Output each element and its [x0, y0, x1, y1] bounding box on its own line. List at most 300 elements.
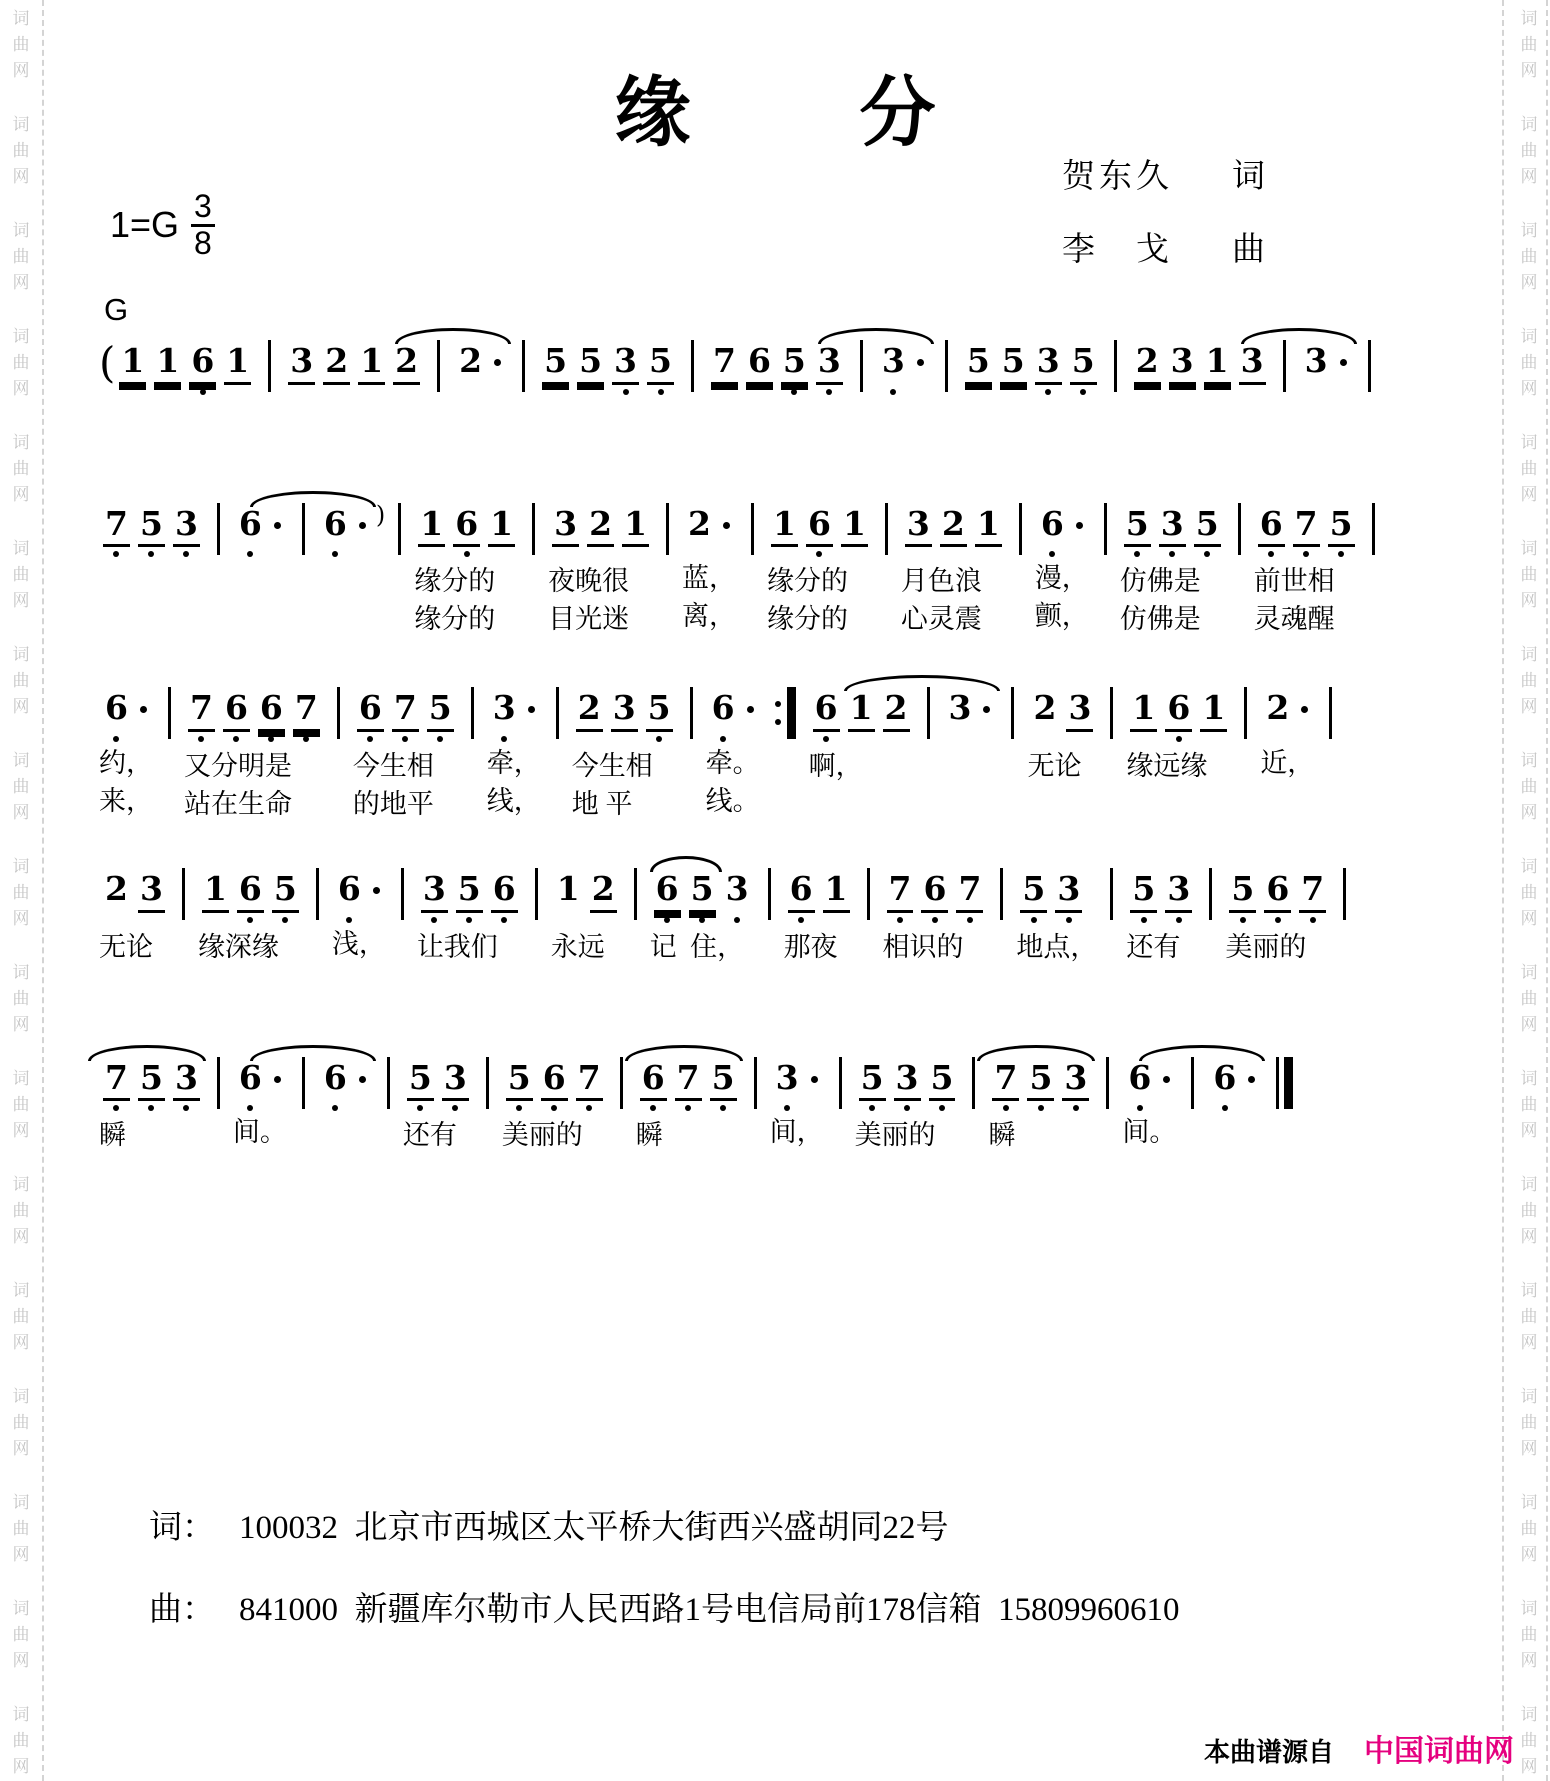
note: 5	[456, 872, 483, 929]
lyric-syllables: 记 住，	[649, 931, 745, 962]
barline	[839, 1057, 842, 1109]
watermark-text: 词 曲 网	[12, 9, 30, 80]
note: 6	[746, 344, 773, 401]
lyric-syllables: 线，	[486, 785, 541, 816]
barline	[337, 687, 340, 739]
barline	[1209, 868, 1212, 920]
measure	[707, 322, 847, 401]
low-octave-dot	[346, 917, 352, 923]
lyric-syllables: 月色浪	[900, 566, 982, 597]
lyric-syllables: 美丽的	[1225, 931, 1307, 962]
low-octave-dot	[198, 736, 204, 742]
note: 1	[841, 507, 868, 564]
low-octave-dot	[826, 389, 832, 395]
lyric-syllables: 近，	[1260, 747, 1315, 778]
measure	[99, 1039, 204, 1156]
measure	[682, 485, 738, 637]
low-octave-dot	[247, 1105, 253, 1111]
note: 6	[806, 507, 833, 564]
note: 6	[654, 872, 681, 929]
note: 1	[1204, 344, 1231, 401]
watermark-text: 词 曲 网	[12, 1493, 30, 1564]
music-line	[92, 485, 1353, 640]
augmentation-dot	[1163, 1076, 1170, 1083]
lyric-syllables: 仿佛是	[1119, 566, 1201, 597]
note: 6	[258, 691, 285, 748]
note: 5	[1328, 507, 1355, 564]
measure	[636, 1039, 741, 1156]
augmentation-dot	[1248, 1076, 1255, 1083]
note: 7	[992, 1061, 1019, 1118]
watermark-text: 词 曲 网	[12, 115, 30, 186]
measure	[551, 850, 621, 967]
note: 6	[237, 1061, 285, 1115]
note: 3	[1159, 507, 1186, 564]
key-signature	[110, 190, 215, 260]
lyric-syllables: 美丽的	[854, 1120, 936, 1151]
lyric-syllables: 让我们	[416, 931, 498, 962]
footer-site-link[interactable]: 中国词曲网	[1364, 1735, 1514, 1768]
low-octave-dot	[1049, 551, 1055, 557]
augmentation-dot	[1340, 359, 1347, 366]
note: 6	[788, 872, 815, 929]
lyric-syllables: 瞬	[99, 1120, 126, 1151]
lyric-syllables: 无论	[99, 931, 153, 962]
note: 6	[189, 344, 216, 401]
note: 6	[223, 691, 250, 748]
low-octave-dot	[516, 1105, 522, 1111]
note: 2	[323, 344, 350, 401]
lyric-syllables: 缘分的	[767, 604, 848, 635]
note: 6	[453, 507, 480, 564]
tie-arc	[650, 856, 722, 872]
time-signature	[191, 190, 215, 260]
note: 3	[816, 344, 843, 401]
low-octave-dot	[452, 1105, 458, 1111]
barline	[556, 687, 559, 739]
low-octave-dot	[1338, 551, 1344, 557]
note: 3	[1055, 872, 1082, 929]
lyric-syllables: 夜晚很	[548, 566, 630, 597]
low-octave-dot	[586, 1105, 592, 1111]
low-octave-dot	[332, 1105, 338, 1111]
note: 5	[689, 872, 716, 929]
note: 6	[103, 691, 151, 745]
lyric-syllables: 的地平	[352, 788, 434, 819]
barline	[885, 503, 888, 555]
low-octave-dot	[650, 1105, 656, 1111]
watermark-text: 词 曲 网	[12, 221, 30, 292]
barline	[1368, 340, 1371, 392]
note: 6	[710, 691, 758, 745]
song-title	[0, 52, 1550, 161]
chord-label: G	[104, 292, 129, 327]
watermark-text: 词 曲 网	[12, 645, 30, 716]
left-dashed-rule	[42, 0, 44, 1781]
note: 2	[457, 344, 505, 398]
note: 6	[491, 872, 518, 929]
watermark-text: 词 曲 网	[1520, 645, 1538, 716]
measure	[548, 485, 653, 640]
note: 3	[611, 691, 638, 748]
low-octave-dot	[1176, 917, 1182, 923]
note: 5	[1070, 344, 1097, 401]
final-barline	[1276, 1057, 1293, 1109]
watermark-text: 词 曲 网	[12, 1175, 30, 1246]
lyric-syllables: 今生相	[571, 750, 653, 781]
augmentation-dot	[528, 706, 535, 713]
note: 3	[612, 344, 639, 401]
note: 2	[105, 868, 128, 908]
barline	[302, 503, 305, 555]
note: 3	[894, 1061, 921, 1118]
note: 5	[407, 1061, 434, 1118]
low-octave-dot	[247, 917, 253, 923]
barline	[316, 868, 319, 920]
low-octave-dot	[932, 917, 938, 923]
note: 5	[577, 344, 604, 401]
footer-prefix: 本曲谱源自	[1203, 1737, 1334, 1767]
note: 5	[1130, 872, 1157, 929]
low-octave-dot	[113, 1105, 119, 1111]
augmentation-dot	[1301, 706, 1308, 713]
note: 6	[336, 872, 384, 926]
barline	[168, 687, 171, 739]
note: 6	[1165, 691, 1192, 748]
lyricist-contact-label: 词：	[149, 1510, 215, 1546]
watermark-text: 词 曲 网	[1520, 115, 1538, 186]
measure	[1120, 485, 1225, 640]
measure	[184, 669, 324, 824]
note: 3	[724, 872, 751, 926]
music-line	[92, 322, 1342, 401]
note: 3	[173, 1061, 200, 1118]
measure	[883, 850, 988, 967]
note: 3	[1239, 344, 1266, 401]
note: 7	[711, 344, 738, 401]
note: 1	[358, 344, 385, 401]
augmentation-dot	[983, 706, 990, 713]
low-octave-dot	[148, 1105, 154, 1111]
music-systems	[92, 322, 1353, 1155]
measure	[650, 850, 755, 967]
measure	[784, 850, 854, 967]
lyricist-role: 词	[1232, 159, 1265, 195]
lyric-syllables: 缘远缘	[1126, 750, 1208, 781]
note: 7	[392, 691, 419, 748]
note: 5	[506, 1061, 533, 1118]
lyricist-contact-text: 100032 北京市西城区太平桥大街西兴盛胡同22号	[239, 1510, 949, 1546]
low-octave-dot	[303, 736, 309, 742]
barline	[1372, 503, 1375, 555]
low-octave-dot	[367, 736, 373, 742]
watermark-text: 词 曲 网	[12, 327, 30, 398]
lyric-syllables	[809, 786, 914, 824]
augmentation-dot	[274, 1076, 281, 1083]
watermark-text: 词 曲 网	[1520, 963, 1538, 1034]
low-octave-dot	[1045, 389, 1051, 395]
lyric-syllables: 牵，	[486, 747, 541, 778]
note: 6	[322, 507, 370, 561]
measure	[1260, 669, 1316, 821]
barline	[1000, 868, 1003, 920]
low-octave-dot	[1275, 917, 1281, 923]
note: 7	[576, 1061, 603, 1118]
note: 5	[1124, 507, 1151, 564]
measure	[99, 322, 255, 401]
note: 3	[774, 1061, 822, 1115]
note: 5	[929, 1061, 956, 1118]
note: 6	[237, 872, 264, 929]
low-octave-dot	[1310, 917, 1316, 923]
low-octave-dot	[1240, 917, 1246, 923]
low-octave-dot	[1038, 1105, 1044, 1111]
barline	[867, 868, 870, 920]
measure	[770, 1039, 826, 1153]
note: 3	[947, 691, 995, 745]
note: 5	[542, 344, 569, 401]
watermark-text: 词 曲 网	[1520, 1281, 1538, 1352]
lyric-syllables	[99, 601, 204, 639]
low-octave-dot	[464, 551, 470, 557]
note: 5	[1229, 872, 1256, 929]
note: 2	[940, 507, 967, 564]
watermark-left	[6, 6, 36, 1781]
low-octave-dot	[1003, 1105, 1009, 1111]
low-octave-dot	[1134, 551, 1140, 557]
measure	[1126, 850, 1196, 967]
low-octave-dot	[734, 917, 740, 923]
note: 1	[224, 344, 251, 401]
lyric-syllables: 颤，	[1034, 601, 1089, 632]
barline	[927, 687, 930, 739]
lyric-syllables	[1126, 786, 1231, 824]
barline	[972, 1057, 975, 1109]
augmentation-dot	[494, 359, 501, 366]
lyric-syllables: 牵。	[705, 747, 760, 778]
low-octave-dot	[268, 736, 274, 742]
low-octave-dot	[1169, 551, 1175, 557]
measure	[876, 322, 932, 398]
tie-arc	[977, 1045, 1095, 1061]
note: 6	[322, 1061, 370, 1115]
barline	[1104, 503, 1107, 555]
measure	[1130, 322, 1270, 401]
lyricist-name: 贺东久	[1062, 159, 1173, 195]
low-octave-dot	[823, 736, 829, 742]
measure	[1035, 485, 1091, 637]
note: 3	[138, 872, 165, 929]
note: 7	[887, 872, 914, 929]
lyric-syllables: 美丽的	[501, 1120, 583, 1151]
note: 3	[552, 507, 579, 564]
barline	[1110, 868, 1113, 920]
barline	[1114, 340, 1117, 392]
barline	[387, 1057, 390, 1109]
watermark-text: 词 曲 网	[1520, 1599, 1538, 1670]
note: 2	[576, 691, 603, 748]
lyric-syllables: 线。	[705, 785, 760, 816]
barline	[217, 503, 220, 555]
low-octave-dot	[784, 1105, 790, 1111]
note: 2	[1134, 344, 1161, 401]
watermark-text: 词 曲 网	[1520, 1387, 1538, 1458]
barline	[691, 340, 694, 392]
barline	[437, 340, 440, 392]
low-octave-dot	[233, 736, 239, 742]
low-octave-dot	[501, 917, 507, 923]
augmentation-dot	[373, 887, 380, 894]
lyric-syllables: 间，	[769, 1117, 824, 1148]
barline	[1191, 1057, 1194, 1109]
composer-contact-label: 曲：	[149, 1592, 215, 1628]
note: 5	[1000, 344, 1027, 401]
lyric-syllables	[1207, 1114, 1263, 1152]
low-octave-dot	[720, 1105, 726, 1111]
low-octave-dot	[1141, 917, 1147, 923]
note: 3	[880, 344, 928, 398]
lyric-syllables: 还有	[402, 1120, 457, 1151]
note: 6	[357, 691, 384, 748]
composer-contact-line	[116, 1546, 1180, 1667]
lyric-syllables	[943, 745, 999, 783]
measure	[1016, 850, 1097, 967]
lyric-syllables: 缘分的	[414, 566, 496, 597]
measure	[414, 485, 519, 640]
measure	[767, 485, 872, 640]
measure	[901, 485, 1006, 640]
low-octave-dot	[656, 736, 662, 742]
lyric-syllables: 离，	[682, 601, 737, 632]
measure	[487, 669, 543, 821]
low-octave-dot	[200, 389, 206, 395]
source-footer	[1204, 1726, 1514, 1770]
watermark-text: 词 曲 网	[12, 1281, 30, 1352]
lyric-syllables: 缘分的	[414, 604, 496, 635]
lyric-syllables	[1027, 786, 1097, 824]
note: 3	[288, 344, 315, 401]
low-octave-dot	[1204, 551, 1210, 557]
watermark-text: 词 曲 网	[1520, 1175, 1538, 1246]
note: 7	[188, 691, 215, 748]
low-octave-dot	[798, 917, 804, 923]
lyric-syllables: 灵魂醒	[1253, 604, 1335, 635]
note: 7	[293, 691, 320, 748]
barline	[1329, 687, 1332, 739]
low-octave-dot	[1268, 551, 1274, 557]
measure	[706, 669, 762, 821]
augmentation-dot	[1076, 522, 1083, 529]
barline	[768, 868, 771, 920]
watermark-text: 词 曲 网	[1520, 1705, 1538, 1776]
note: 3	[1169, 344, 1196, 401]
note: 5	[138, 507, 165, 564]
barline	[1106, 1057, 1109, 1109]
music-line	[92, 1039, 1342, 1156]
barline	[1283, 340, 1286, 392]
measure	[943, 669, 999, 821]
lyricist-credit	[1062, 150, 1265, 197]
lyric-syllables: 站在生命	[183, 788, 292, 819]
lyric-syllables: 蓝，	[682, 563, 737, 594]
lyric-syllables: 间。	[232, 1117, 287, 1148]
lyric-syllables: 漫，	[1034, 563, 1089, 594]
watermark-text: 词 曲 网	[12, 1069, 30, 1140]
note: 5	[646, 691, 673, 748]
watermark-text: 词 曲 网	[12, 857, 30, 928]
note: 1	[1200, 691, 1227, 748]
lyric-syllables: 缘深缘	[197, 931, 279, 962]
augmentation-dot	[811, 1076, 818, 1083]
measure	[809, 669, 914, 824]
note: 5	[138, 1061, 165, 1118]
lyric-syllables: 啊，	[808, 750, 863, 781]
barline	[754, 1057, 757, 1109]
watermark-text: 词 曲 网	[1520, 9, 1538, 80]
repeat-end-barline	[775, 687, 796, 739]
key-tonic: 1=G	[110, 204, 180, 246]
barline	[522, 340, 525, 392]
note: 6	[237, 507, 285, 561]
measure	[403, 1039, 473, 1156]
note: 5	[710, 1061, 737, 1118]
watermark-text: 词 曲 网	[12, 1705, 30, 1776]
note: 1	[556, 868, 580, 908]
watermark-text: 词 曲 网	[12, 1599, 30, 1670]
note: 7	[1293, 507, 1320, 564]
lyric-syllables: 缘分的	[767, 566, 848, 597]
low-octave-dot	[1222, 1105, 1228, 1111]
measure	[318, 485, 385, 637]
watermark-text: 词 曲 网	[1520, 857, 1538, 928]
augmentation-dot	[359, 522, 366, 529]
barline	[860, 340, 863, 392]
low-octave-dot	[939, 1105, 945, 1111]
lyric-syllables	[233, 598, 289, 636]
intro-paren: (	[99, 338, 116, 387]
barline	[486, 1057, 489, 1109]
note: 5	[1020, 872, 1047, 929]
note: 1	[418, 507, 445, 564]
augmentation-dot	[274, 522, 281, 529]
note: 5	[859, 1061, 886, 1118]
lyric-syllables: 今生相	[352, 750, 434, 781]
note: 3	[442, 1061, 469, 1118]
low-octave-dot	[623, 389, 629, 395]
note: 3	[1303, 344, 1351, 398]
barline	[1019, 503, 1022, 555]
watermark-text: 词 曲 网	[12, 433, 30, 504]
note: 2	[1033, 688, 1057, 728]
barline	[401, 868, 404, 920]
note: 3	[491, 691, 539, 745]
low-octave-dot	[791, 389, 797, 395]
watermark-text: 词 曲 网	[1520, 1069, 1538, 1140]
note: 5	[427, 691, 454, 748]
breath-mark: )	[375, 500, 386, 529]
note: 3	[1062, 1061, 1089, 1118]
lyric-syllables: 还有	[1126, 931, 1181, 962]
measure	[855, 1039, 960, 1156]
note: 1	[771, 507, 798, 564]
measure	[99, 485, 204, 640]
note: 7	[956, 872, 983, 929]
low-octave-dot	[501, 736, 507, 742]
measure	[99, 669, 155, 821]
low-octave-dot	[113, 736, 119, 742]
measure	[572, 669, 677, 824]
tie-arc	[625, 1045, 743, 1061]
